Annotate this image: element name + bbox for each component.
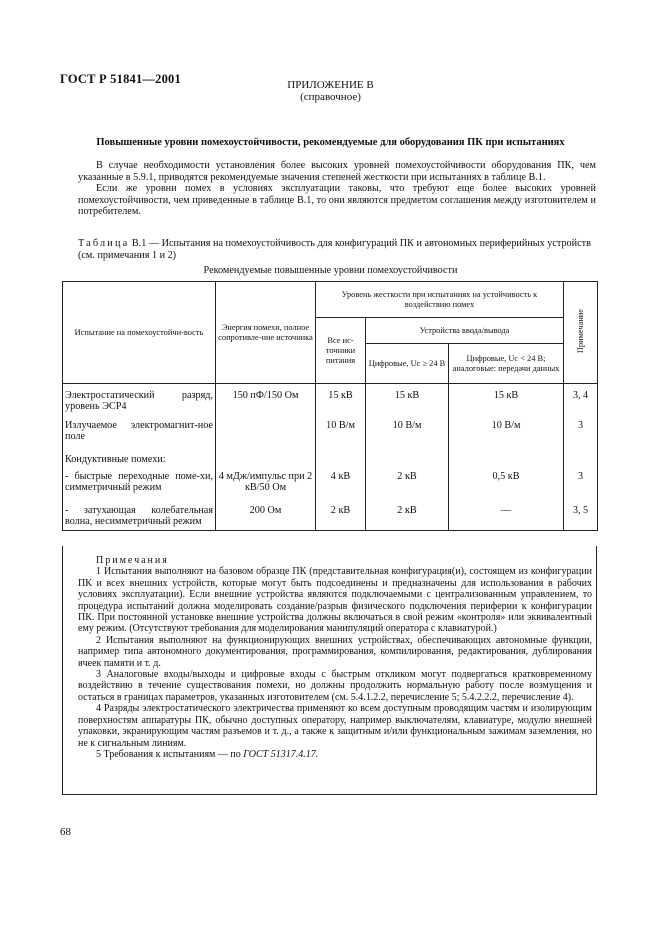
cell-test: Электростатический разряд, уровень ЭСР4 bbox=[63, 384, 216, 418]
document-header: ГОСТ Р 51841—2001 bbox=[60, 72, 181, 86]
notes-section bbox=[78, 555, 592, 760]
cell-note: 3, 5 bbox=[564, 503, 598, 531]
cell-energy bbox=[216, 452, 316, 469]
intro-text bbox=[78, 160, 596, 218]
cell-dge: 2 кВ bbox=[366, 503, 449, 531]
note-item: 4 Разряды электростатического электричества применяют ко всем доступным проводящим частям и изолирующим поверхностям аппаратуры ПК, обычно доступных оператору, например выключателям, клавиатуре, модулю внешней упаковки, экранирующим частям разъемов и т. д., а также к защитным и/или функциональным зажимам заземления, но не к сигнальным линиям. bbox=[78, 703, 592, 749]
header-all-ports: Все ис-точники питания bbox=[316, 318, 366, 384]
cell-dlt: 0,5 кВ bbox=[449, 469, 564, 503]
notes-heading: Примечания bbox=[96, 555, 169, 566]
cell-energy bbox=[216, 418, 316, 452]
table-row bbox=[63, 384, 598, 418]
header-severity: Уровень жесткости при испытаниях на устойчивость к воздействию помех bbox=[316, 282, 564, 318]
cell-dlt: — bbox=[449, 503, 564, 531]
cell-test: - быстрые переходные поме-хи, симметричный режим bbox=[63, 469, 216, 503]
cell-test: Кондуктивные помехи: bbox=[63, 452, 216, 469]
section-title: Повышенные уровни помехоустойчивости, рекомендуемые для оборудования ПК при испытаниях bbox=[96, 137, 565, 148]
table-row bbox=[63, 503, 598, 531]
cell-energy: 4 мДж/импульс при 2 кВ/50 Ом bbox=[216, 469, 316, 503]
cell-energy: 150 пФ/150 Ом bbox=[216, 384, 316, 418]
cell-energy: 200 Ом bbox=[216, 503, 316, 531]
header-note-text: Примечание bbox=[575, 308, 585, 354]
header-test: Испытание на помехоустойчи-вость bbox=[63, 282, 216, 384]
table-caption bbox=[78, 238, 596, 261]
header-io: Устройства ввода/вывода bbox=[366, 318, 564, 344]
intro-paragraph: В случае необходимости установления более высоких уровней помехоустойчивости оборудования ПК, чем указанные в 5.9.1, приводятся рекомендуемые значения степеней жесткости при испытаниях в таблице В.1. bbox=[78, 160, 596, 183]
note-item bbox=[78, 749, 592, 760]
cell-all: 2 кВ bbox=[316, 503, 366, 531]
cell-dlt: 10 В/м bbox=[449, 418, 564, 452]
cell-all: 15 кВ bbox=[316, 384, 366, 418]
cell-dge: 10 В/м bbox=[366, 418, 449, 452]
table-row bbox=[63, 452, 598, 469]
table-caption-label: Таблица bbox=[78, 238, 130, 249]
cell-dlt: 15 кВ bbox=[449, 384, 564, 418]
cell-dlt bbox=[449, 452, 564, 469]
appendix-title: ПРИЛОЖЕНИЕ В bbox=[287, 79, 374, 91]
header-digital-lt: Цифровые, Uc < 24 В; аналоговые: передачи данных bbox=[449, 344, 564, 384]
note-prefix: 5 Требования к испытаниям — по bbox=[96, 748, 244, 760]
header-energy: Энергия помехи, полное сопротивле-ние источника bbox=[216, 282, 316, 384]
cell-dge: 15 кВ bbox=[366, 384, 449, 418]
header-digital-ge: Цифровые, Uc ≥ 24 В bbox=[366, 344, 449, 384]
note-item: 1 Испытания выполняют на базовом образце ПК (представительная конфигурация(и), состоящем из конфигурации ПК и всех внешних устройств, которые могут быть подсоединены и предназначены для использования в рабочих условиях эксплуатации). Если внешние устройства являются подключаемыми с централизованным управлением, то процедура испытаний должна моделировать создание/разрыв физического подключения периферии к конфигурации ПК. При постоянной установке внешние устройства должны включаться в свой режим «контроля» или эквивалентный ему режим. (Отсутствуют требования для моделирования манипуляций оператора с клавиатурой.) bbox=[78, 566, 592, 635]
table-caption-text: В.1 — Испытания на помехоустойчивость для конфигураций ПК и автономных периферийных устройств (см. примечания 1 и 2) bbox=[78, 238, 591, 261]
header-note bbox=[564, 282, 598, 384]
table-row bbox=[63, 418, 598, 452]
appendix-heading bbox=[0, 79, 661, 103]
cell-dge bbox=[366, 452, 449, 469]
page-number: 68 bbox=[60, 826, 71, 838]
table-row bbox=[63, 469, 598, 503]
note-item: 2 Испытания выполняют на функционирующих внешних устройствах, обеспечивающих автономные функции, например типа автономного документирования, программирования, компилирования, редактирования, дублирования ячеек памяти и т. д. bbox=[78, 634, 592, 669]
cell-dge: 2 кВ bbox=[366, 469, 449, 503]
cell-all: 10 В/м bbox=[316, 418, 366, 452]
table-title: Рекомендуемые повышенные уровни помехоустойчивости bbox=[203, 265, 458, 276]
cell-note: 3 bbox=[564, 418, 598, 452]
immunity-table bbox=[62, 281, 598, 531]
appendix-subtitle: (справочное) bbox=[300, 91, 361, 103]
cell-all: 4 кВ bbox=[316, 469, 366, 503]
note-item: 3 Аналоговые входы/выходы и цифровые входы с быстрым откликом могут подвергаться кратковременному воздействию в течение существования помехи, но должны продолжить нормальную работу после возмущения и остаться в границах параметров, указанных изготовителем (см. 5.4.1.2.2, перечисление 5; 5.4.2.2.2, перечисление 4). bbox=[78, 669, 592, 703]
cell-note bbox=[564, 452, 598, 469]
cell-note: 3 bbox=[564, 469, 598, 503]
cell-test: - затухающая колебательная волна, несимметричный режим bbox=[63, 503, 216, 531]
cell-test: Излучаемое электромагнит-ное поле bbox=[63, 418, 216, 452]
intro-paragraph: Если же уровни помех в условиях эксплуатации таковы, что требуют еще более высоких уровней помехоустойчивости, чем приведенные в таблице В.1, то они являются предметом соглашения между изготовителем и потребителем. bbox=[78, 183, 596, 217]
cell-all bbox=[316, 452, 366, 469]
note-reference: ГОСТ 51317.4.17. bbox=[243, 748, 319, 760]
cell-note: 3, 4 bbox=[564, 384, 598, 418]
